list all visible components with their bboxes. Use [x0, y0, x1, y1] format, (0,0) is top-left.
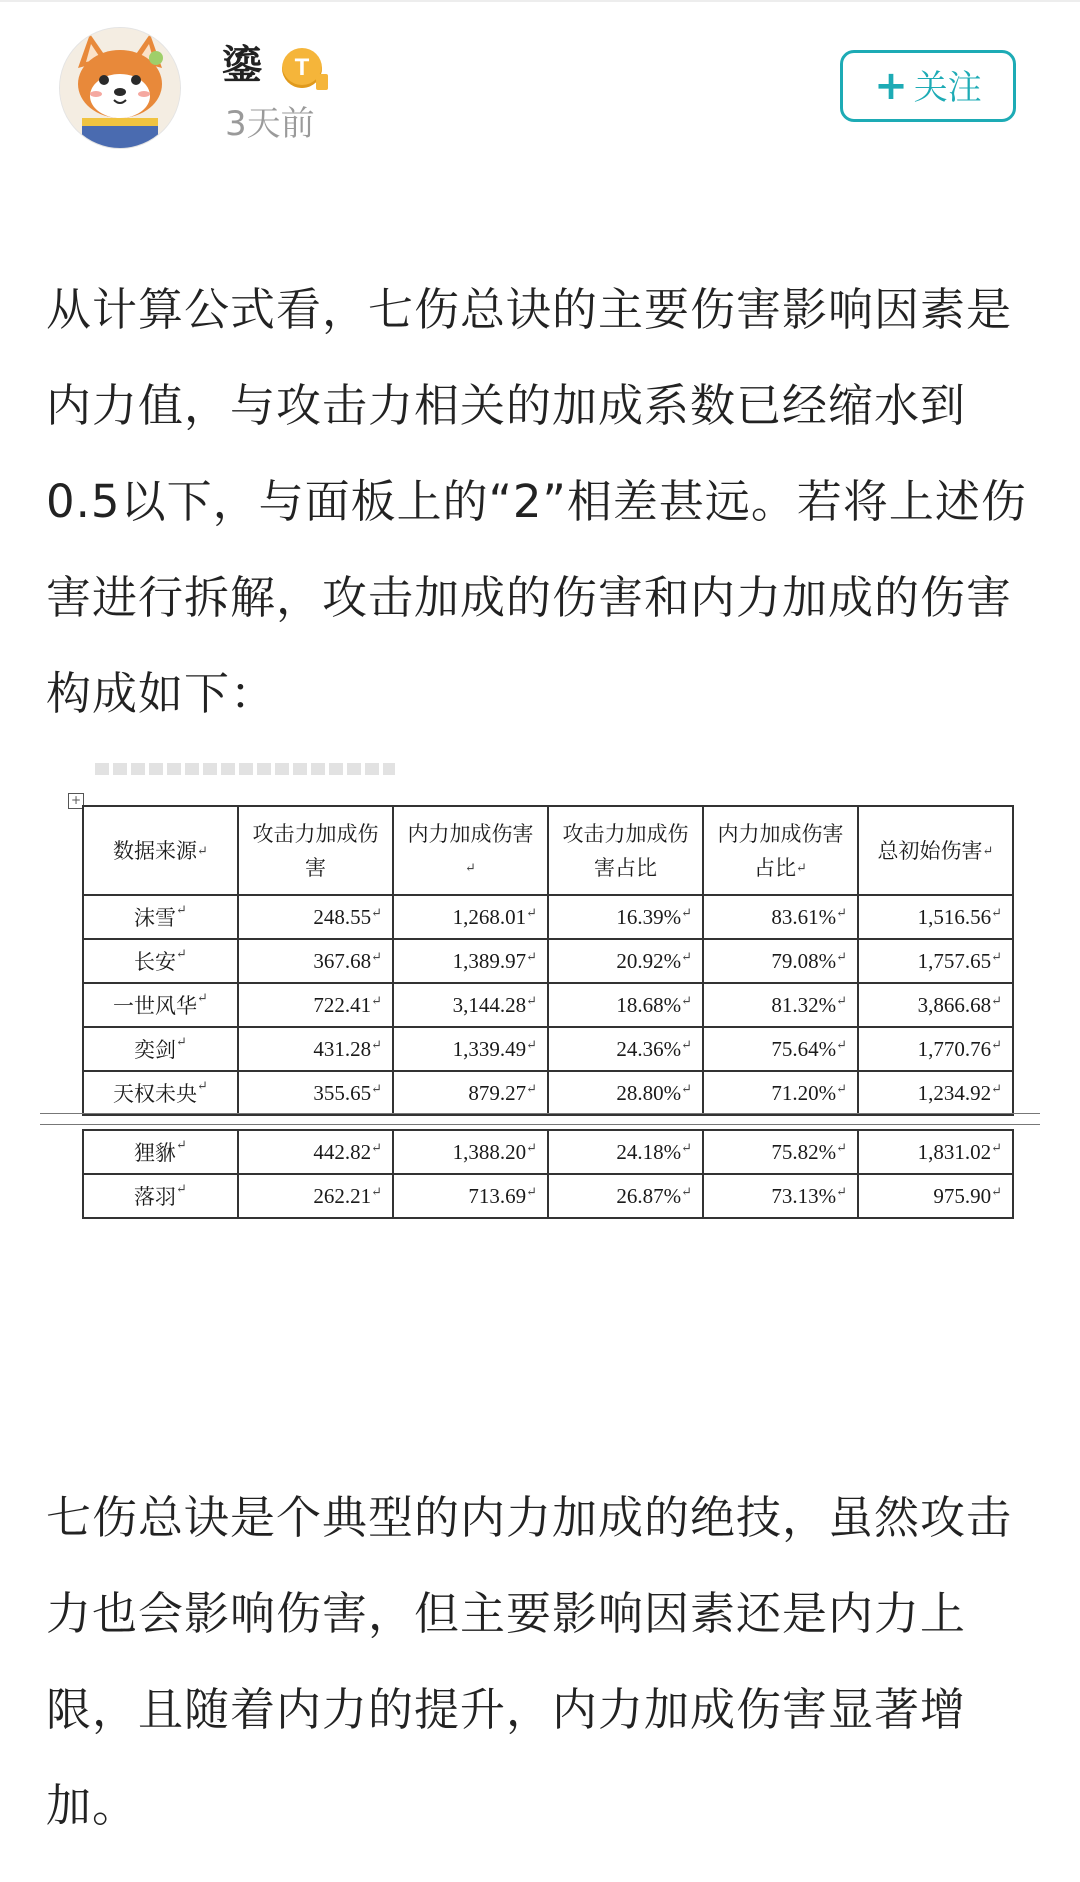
table-cell: 28.80% ↵ [548, 1071, 703, 1115]
table-cell: 1,234.92 ↵ [858, 1071, 1013, 1115]
follow-button[interactable] [840, 50, 1016, 122]
table-row [83, 1027, 1013, 1071]
post-header [0, 0, 1080, 150]
table-cell: 沫雪 ↵ [83, 895, 238, 939]
follow-button-label: 关注 [913, 68, 982, 108]
table-header-cell: 总初始伤害 ↵ [858, 806, 1013, 895]
table-row [83, 1071, 1013, 1115]
table-cell: 24.36% ↵ [548, 1027, 703, 1071]
avatar[interactable] [60, 28, 180, 148]
table-cell: 75.64% ↵ [703, 1027, 858, 1071]
post-image-table[interactable] [40, 755, 1040, 1225]
table-cell: 1,770.76 ↵ [858, 1027, 1013, 1071]
table-row [83, 983, 1013, 1027]
table-cell: 落羽 ↵ [83, 1174, 238, 1218]
table-cell: 1,339.49 ↵ [393, 1027, 548, 1071]
table-cell: 1,268.01 ↵ [393, 895, 548, 939]
table-cell: 一世风华 ↵ [83, 983, 238, 1027]
table-cell: 722.41 ↵ [238, 983, 393, 1027]
table-header-cell: 内力加成伤害 ↵ [393, 806, 548, 895]
table-cell: 26.87% ↵ [548, 1174, 703, 1218]
table-cell: 262.21 ↵ [238, 1174, 393, 1218]
table-cell: 71.20% ↵ [703, 1071, 858, 1115]
table-cell: 81.32% ↵ [703, 983, 858, 1027]
table-row [83, 1130, 1013, 1174]
table-cell: 713.69 ↵ [393, 1174, 548, 1218]
table-cell: 1,831.02 ↵ [858, 1130, 1013, 1174]
post-paragraph: 从计算公式看，七伤总诀的主要伤害影响因素是内力值，与攻击力相关的加成系数已经缩水到0.5以下，与面板上的“2”相差甚远。若将上述伤害进行拆解，攻击加成的伤害和内力加成的伤害构成如下： [46, 283, 1027, 720]
table-cell: 355.65 ↵ [238, 1071, 393, 1115]
table-header-cell: 攻击力加成伤害占比 [548, 806, 703, 895]
table-cell: 975.90 ↵ [858, 1174, 1013, 1218]
level-badge-label: T [294, 54, 310, 81]
table-cell: 879.27 ↵ [393, 1071, 548, 1115]
table-row [83, 1174, 1013, 1218]
table-header-cell: 数据来源 ↵ [83, 806, 238, 895]
post-time: 3天前 [225, 104, 315, 144]
table-row [83, 895, 1013, 939]
damage-table-bottom [82, 1129, 1014, 1219]
table-header-cell: 攻击力加成伤害 [238, 806, 393, 895]
table-cell: 431.28 ↵ [238, 1027, 393, 1071]
table-row [83, 939, 1013, 983]
username[interactable]: 鎏 [222, 42, 262, 88]
table-cell: 天权未央 ↵ [83, 1071, 238, 1115]
table-cell: 83.61% ↵ [703, 895, 858, 939]
faded-caption [95, 763, 395, 775]
table-cell: 442.82 ↵ [238, 1130, 393, 1174]
table-cell: 1,757.65 ↵ [858, 939, 1013, 983]
damage-table-top [82, 805, 1014, 1116]
table-cell: 奕剑 ↵ [83, 1027, 238, 1071]
table-cell: 长安 ↵ [83, 939, 238, 983]
table-cell: 20.92% ↵ [548, 939, 703, 983]
table-header-row [83, 806, 1013, 895]
level-badge-tail [316, 74, 328, 90]
table-cell: 3,866.68 ↵ [858, 983, 1013, 1027]
table-cell: 18.68% ↵ [548, 983, 703, 1027]
level-badge-icon [282, 48, 322, 88]
table-cell: 248.55 ↵ [238, 895, 393, 939]
table-cell: 24.18% ↵ [548, 1130, 703, 1174]
table-cell: 16.39% ↵ [548, 895, 703, 939]
table-cell: 1,389.97 ↵ [393, 939, 548, 983]
table-cell: 1,388.20 ↵ [393, 1130, 548, 1174]
post-paragraph: 七伤总诀是个典型的内力加成的绝技，虽然攻击力也会影响伤害，但主要影响因素还是内力上限，且随着内力的提升，内力加成伤害显著增加。 [46, 1491, 1013, 1832]
table-cell: 狸貅 ↵ [83, 1130, 238, 1174]
table-cell: 75.82% ↵ [703, 1130, 858, 1174]
shiba-avatar-icon [60, 28, 180, 148]
table-cell: 1,516.56 ↵ [858, 895, 1013, 939]
table-cell: 367.68 ↵ [238, 939, 393, 983]
plus-icon: + [874, 63, 908, 109]
page-break-divider [40, 1113, 1040, 1125]
table-cell: 79.08% ↵ [703, 939, 858, 983]
table-header-cell: 内力加成伤害占比 ↵ [703, 806, 858, 895]
table-cell: 73.13% ↵ [703, 1174, 858, 1218]
table-cell: 3,144.28 ↵ [393, 983, 548, 1027]
move-handle-icon: + [68, 793, 84, 809]
